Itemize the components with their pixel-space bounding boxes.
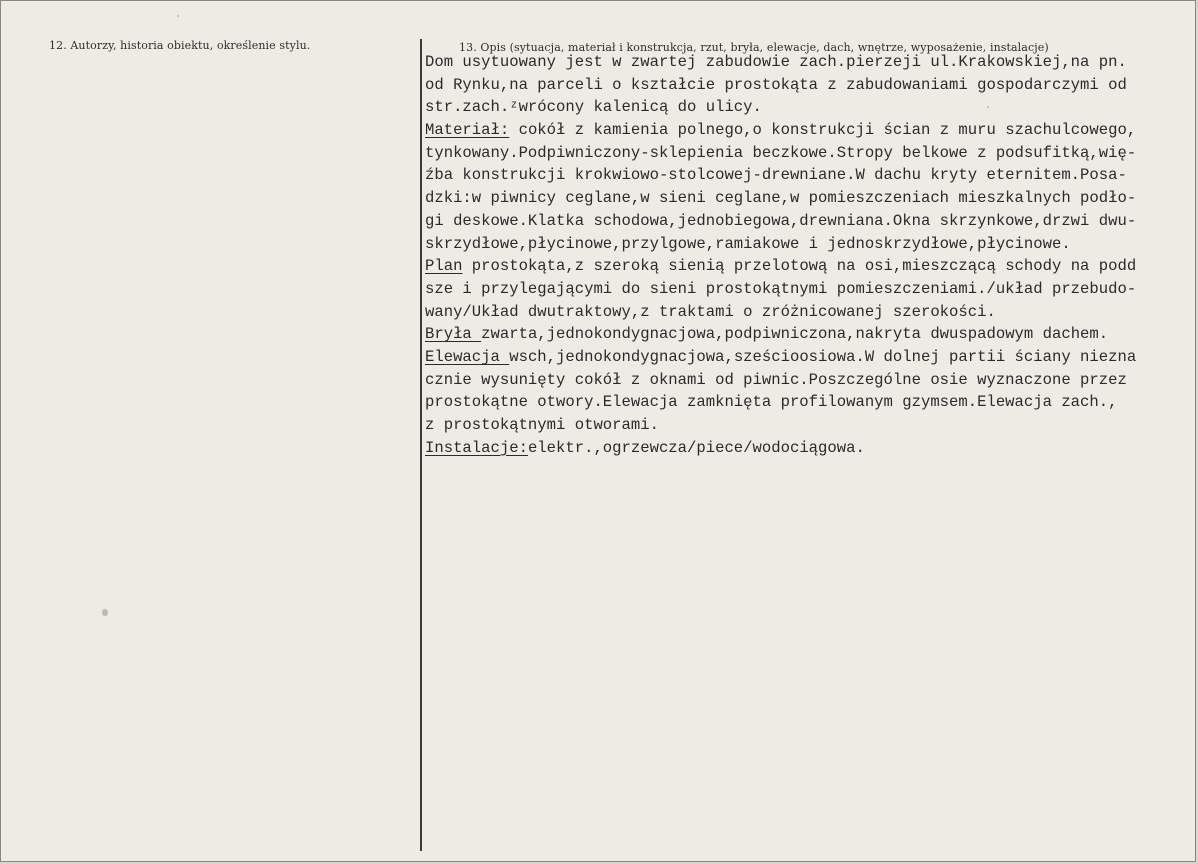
- section-label: Elewacja: [425, 347, 510, 366]
- line-text: wsch,jednokondygnacjowa,sześcioosiowa.W dolnej partii ściany niezna: [509, 347, 1137, 366]
- section-label: Materiał:: [425, 121, 510, 140]
- section-label: Instalacje:: [425, 438, 528, 457]
- ink-dot: [987, 106, 989, 108]
- description-line: [425, 346, 1193, 369]
- line-text: zwarta,jednokondygnacjowa,podpiwniczona,nakryta dwuspadowym dachem.: [481, 325, 1109, 344]
- line-text: gi deskowe.Klatka schodowa,jednobiegowa,drewniana.Okna skrzynkowe,drzwi dwu-: [425, 211, 1137, 230]
- description-line: [425, 210, 1193, 233]
- line-text: z prostokątnymi otworami.: [425, 416, 659, 434]
- line-text: str.zach.ᶻwrócony kalenicą do ulicy.: [425, 98, 762, 117]
- description-line: [425, 369, 1193, 392]
- description-line: [425, 51, 1193, 74]
- column-divider: [420, 39, 422, 851]
- description-line: [425, 164, 1193, 187]
- description-line: [425, 414, 1193, 437]
- line-text: Dom usytuowany jest w zwartej zabudowie zach.pierzeji ul.Krakowskiej,na pn.: [425, 53, 1127, 71]
- line-text: wany/Układ dwutraktowy,z traktami o zróżnicowanej szerokości.: [425, 302, 996, 321]
- line-text: prostokątne otwory.Elewacja zamknięta profilowanym gzymsem.Elewacja zach.,: [425, 393, 1118, 412]
- line-text: od Rynku,na parceli o kształcie prostokąta z zabudowaniami gospodarczymi od: [425, 75, 1127, 94]
- description-text: [425, 51, 1193, 459]
- description-line: [425, 301, 1193, 324]
- line-text: prostokąta,z szeroką sienią przelotową na osi,mieszczącą schody na podd: [462, 257, 1137, 276]
- line-text: tynkowany.Podpiwniczony-sklepienia beczkowe.Stropy belkowe z podsufitką,wię-: [425, 143, 1137, 162]
- section-label: Plan: [425, 257, 463, 276]
- description-line: [425, 255, 1193, 278]
- description-line: [425, 119, 1193, 142]
- description-line: [425, 187, 1193, 210]
- section-13-heading: 13. Opis (sytuacja, materiał i konstrukcja, rzut, bryła, elewacje, dach, wnętrze, wyposażenie, instalacje): [459, 41, 1049, 54]
- line-text: cznie wysunięty cokół z oknami od piwnic.Poszczególne osie wyznaczone przez: [425, 370, 1127, 389]
- line-text: źba konstrukcji krokwiowo-stolcowej-drewniane.W dachu kryty eternitem.Posa-: [425, 166, 1127, 185]
- line-text: cokół z kamienia polnego,o konstrukcji ścian z muru szachulcowego,: [509, 121, 1137, 140]
- description-line: [425, 437, 1193, 460]
- line-text: skrzydłowe,płycinowe,przylgowe,ramiakowe i jednoskrzydłowe,płycinowe.: [425, 234, 1071, 253]
- section-12-heading: 12. Autorzy, historia obiektu, określenie stylu.: [49, 39, 311, 52]
- line-text: elektr.,ogrzewcza/piece/wodociągowa.: [527, 438, 865, 457]
- description-line: [425, 142, 1193, 165]
- ink-dot: [177, 15, 179, 17]
- description-line: [425, 233, 1193, 256]
- description-line: [425, 323, 1193, 346]
- line-text: dzki:w piwnicy ceglane,w sieni ceglane,w pomieszczeniach mieszkalnych podło-: [425, 189, 1137, 208]
- description-line: [425, 96, 1193, 119]
- description-line: [425, 74, 1193, 97]
- section-label: Bryła: [425, 325, 482, 344]
- ink-smudge: [102, 609, 108, 616]
- description-line: [425, 278, 1193, 301]
- description-line: [425, 391, 1193, 414]
- line-text: sze i przylegającymi do sieni prostokątnymi pomieszczeniami./układ przebudo-: [425, 279, 1137, 298]
